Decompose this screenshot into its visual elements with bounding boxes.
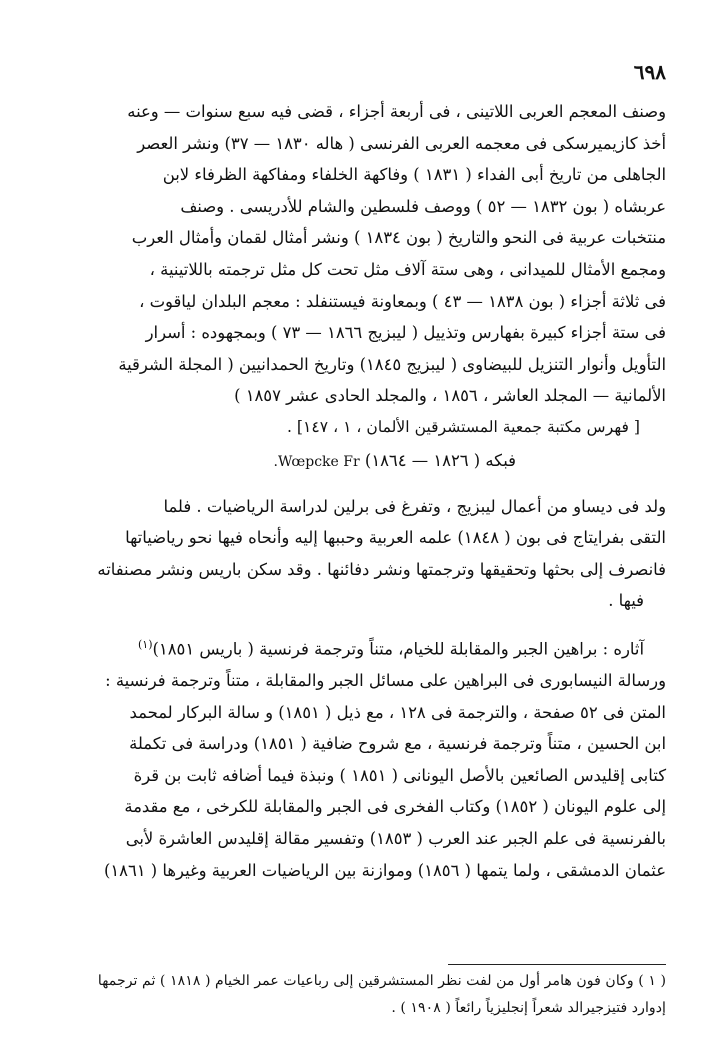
text-line: التقى بفرايتاج فى بون ( ١٨٤٨) علمه العربية وحببها إليه وأنحاه فيها نحو رياضياتها: [125, 528, 666, 548]
text-line: ومجمع الأمثال للميدانى ، وهى ستة آلاف مثل تحت كل مثل ترجمته باللاتينية ،: [149, 259, 666, 279]
text-line: الجاهلى من تاريخ أبى الفداء ( ١٨٣١ ) وفاكهة الخلفاء ومفاكهة الظرفاء لابن: [162, 165, 666, 185]
text-line: فانصرف إلى بحثها وتحقيقها وترجمتها ونشر دفائنها . وقد سكن باريس ونشر مصنفاته: [97, 559, 666, 579]
text-line: منتخبات عربية فى النحو والتاريخ ( بون ١٨٣٤ ) ونشر أمثال لقمان وأمثال العرب: [131, 228, 666, 248]
text-line: المتن فى ٥٢ صفحة ، والترجمة فى ١٢٨ ، مع ذيل ( ١٨٥١) و سالة البركار لمحمد: [129, 702, 666, 722]
text-line: فيها .: [608, 591, 644, 611]
page-number: ٦٩٨: [633, 60, 666, 84]
text-line: فى ستة أجزاء كبيرة بفهارس وتذييل ( ليبزيج ١٨٦٦ — ٧٣ ) وبمجهوده : أسرار: [145, 323, 666, 343]
paragraph-biography-woepcke: [40, 491, 666, 617]
entry-heading-latin: Wœpcke Fr.: [273, 453, 360, 470]
text-line: التأويل وأنوار التنزيل للبيضاوى ( ليبزيج ١٨٤٥) وتاريخ الحمدانيين ( المجلة الشرقية: [118, 354, 666, 374]
main-text: [40, 96, 666, 886]
text-line: فى ثلاثة أجزاء ( بون ١٨٣٨ — ٤٣ ) وبمعاونة فيستنفلد : معجم البلدان لياقوت ،: [139, 291, 666, 311]
bibliographic-reference: [ فهرس مكتبة جمعية المستشرقين الألمان ، ١ ، ١٤٧] .: [286, 417, 640, 436]
paragraph-works-freytag: [40, 96, 666, 412]
text-line: ابن الحسين ، متناً وترجمة فرنسية ، مع شروح ضافية ( ١٨٥١) ودراسة فى تكملة: [129, 734, 666, 754]
text-line: إلى علوم اليونان ( ١٨٥٢) وكتاب الفخرى فى الجبر والمقابلة للكرخى ، مع مقدمة: [124, 797, 666, 817]
text-line: أخذ كازيميرسكى فى معجمه العربى الفرنسى ( هاله ١٨٣٠ — ٣٧) ونشر العصر: [137, 133, 666, 153]
footnote-divider: [448, 964, 666, 965]
footnote-line: إدوارد فتيزجيرالد شعراً إنجليزياً رائعاً ( ١٩٠٨ ) .: [391, 1000, 666, 1016]
footnote-marker: (١): [137, 637, 153, 651]
text-line: كتابى إقليدس الصائعين بالأصل اليونانى ( ١٨٥١ ) ونبذة فيما أضافه ثابت بن قرة: [133, 765, 666, 785]
paragraph-works-woepcke: [40, 629, 666, 886]
text-line: ولد فى ديساو من أعمال ليبزيج ، وتفرغ فى برلين لدراسة الرياضيات . فلما: [163, 496, 666, 516]
works-first-line: آثاره : براهين الجبر والمقابلة للخيام، متناً وترجمة فرنسية ( باريس ١٨٥١): [152, 639, 644, 659]
text-line: عثمان الدمشقى ، ولما يتمها ( ١٨٥٦) وموازنة بين الرياضيات العربية وغيرها ( ١٨٦١): [103, 860, 666, 880]
text-line: ورسالة النيسابورى فى البراهين على مسائل الجبر والمقابلة ، متناً وترجمة فرنسية :: [105, 670, 666, 690]
text-line: [40, 629, 666, 665]
text-line: وصنف المعجم العربى اللاتينى ، فى أربعة أجزاء ، قضى فيه سبع سنوات — وعنه: [127, 102, 666, 121]
entry-heading: [40, 444, 666, 479]
footnote-line: ( ١ ) وكان فون هامر أول من لفت نظر المستشرقين إلى رباعيات عمر الخيام ( ١٨١٨ ) ثم ترجمها: [97, 973, 666, 989]
text-line: عربشاه ( بون ١٨٣٢ — ٥٢ ) ووصف فلسطين والشام للأدريسى . وصنف: [180, 196, 666, 216]
text-line: الألمانية — المجلد العاشر ، ١٨٥٦ ، والمجلد الحادى عشر ١٨٥٧ ): [234, 386, 666, 406]
text-line: بالفرنسية فى علم الجبر عند العرب ( ١٨٥٣) وتفسير مقالة إقليدس العاشرة لأبى: [125, 828, 666, 848]
footnotes: [40, 968, 666, 1022]
entry-heading-arabic: فبكه ( ١٨٢٦ — ١٨٦٤): [364, 450, 516, 470]
